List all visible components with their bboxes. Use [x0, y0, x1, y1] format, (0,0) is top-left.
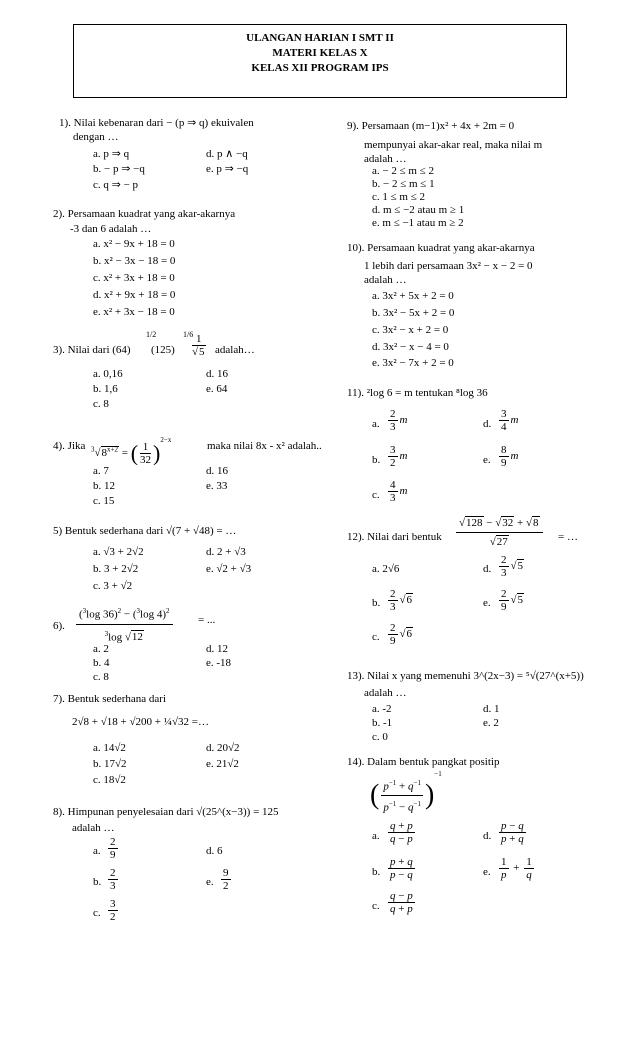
q13-option-c: c. 0: [372, 731, 388, 743]
q8-option-b: b.: [93, 876, 102, 888]
question-2-stem: 2). Persamaan kuadrat yang akar-akarnya: [53, 208, 236, 220]
q14-option-b: b.: [372, 866, 381, 878]
q8-option-e: e.: [206, 876, 214, 888]
q14-expression: ( $\frac{p^{-1} + q^{-1}}{p^{-1} - q^{-1}}$ )$^{-1}$: [370, 770, 442, 814]
q14-option-c: c.: [372, 900, 380, 912]
q1-option-d: d. p ∧ −q: [206, 148, 248, 160]
q14-option-e: e.: [483, 866, 491, 878]
q10-option-c: c. 3x² − x + 2 = 0: [372, 324, 449, 336]
question-12-post: = …: [558, 531, 578, 543]
question-5-stem: 5) Bentuk sederhana dari √(7 + √48) = …: [53, 525, 237, 537]
q7-option-d: d. 20√2: [206, 742, 240, 754]
question-3-post: adalah…: [215, 344, 255, 356]
header-subtitle: MATERI KELAS X: [272, 47, 368, 59]
q6-option-e: e. -18: [206, 657, 232, 669]
q12-option-a: a. 2√6: [372, 563, 400, 575]
question-10-stem-3: adalah …: [364, 274, 407, 286]
q2-option-e: e. x² + 3x − 18 = 0: [93, 306, 175, 318]
q12-option-e: e.: [483, 597, 491, 609]
q10-option-e: e. 3x² − 7x + 2 = 0: [372, 357, 454, 369]
q11-option-c: c.: [372, 489, 380, 501]
q6-option-a: a. 2: [93, 643, 109, 655]
q8-option-a: a.: [93, 845, 101, 857]
q3-exponent-1: 1/2: [146, 330, 157, 339]
q1-option-e: e. p ⇒ −q: [206, 163, 249, 175]
q6-option-c: c. 8: [93, 671, 109, 683]
q2-option-d: d. x² + 9x + 18 = 0: [93, 289, 176, 301]
q4-option-e: e. 33: [206, 480, 228, 492]
question-1-stem: 1). Nilai kebenaran dari − (p ⇒ q) ekuivalen: [59, 117, 254, 129]
q3-option-a: a. 0,16: [93, 368, 123, 380]
q3-option-b: b. 1,6: [93, 383, 118, 395]
q9-option-a: a. − 2 ≤ m ≤ 2: [372, 165, 434, 177]
q5-option-b: b. 3 + 2√2: [93, 563, 139, 575]
q2-option-b: b. x² − 3x − 18 = 0: [93, 255, 176, 267]
question-8-stem: 8). Himpunan penyelesaian dari √(25^(x−3)) = 125: [53, 806, 279, 818]
question-14-stem: 14). Dalam bentuk pangkat positip: [347, 756, 500, 768]
question-13-stem: 13). Nilai x yang memenuhi 3^(2x−3) = ⁵√(27^(x+5)): [347, 670, 584, 682]
q3-mid: (125): [151, 344, 175, 356]
q9-option-e: e. m ≤ −1 atau m ≥ 2: [372, 217, 464, 229]
q7-option-b: b. 17√2: [93, 758, 127, 770]
q3-option-c: c. 8: [93, 398, 109, 410]
q13-option-e: e. 2: [483, 717, 499, 729]
q5-option-d: d. 2 + √3: [206, 546, 246, 558]
q14-option-d: d.: [483, 830, 492, 842]
question-7-stem: 7). Bentuk sederhana dari: [53, 693, 167, 705]
q6-option-d: d. 12: [206, 643, 228, 655]
q7-option-c: c. 18√2: [93, 774, 126, 786]
q7-expression: 2√8 + √18 + √200 + ¼√32 =…: [72, 716, 209, 728]
question-13-stem-2: adalah …: [364, 687, 407, 699]
q5-option-e: e. √2 + √3: [206, 563, 252, 575]
q11-option-d: d.: [483, 418, 492, 430]
q9-option-b: b. − 2 ≤ m ≤ 1: [372, 178, 435, 190]
q7-option-a: a. 14√2: [93, 742, 126, 754]
q7-option-e: e. 21√2: [206, 758, 239, 770]
exam-header: [73, 24, 567, 98]
q13-option-a: a. -2: [372, 703, 392, 715]
q4-option-c: c. 15: [93, 495, 115, 507]
q4-option-d: d. 16: [206, 465, 228, 477]
question-6-stem-pre: 6).: [53, 620, 65, 632]
q10-option-d: d. 3x² − x − 4 = 0: [372, 341, 449, 353]
q4-option-a: a. 7: [93, 465, 109, 477]
question-10-stem: 10). Persamaan kuadrat yang akar-akarnya: [347, 242, 535, 254]
q5-option-c: c. 3 + √2: [93, 580, 133, 592]
q2-option-a: a. x² − 9x + 18 = 0: [93, 238, 175, 250]
q4-option-b: b. 12: [93, 480, 115, 492]
q12-option-c: c.: [372, 631, 380, 643]
q11-option-e: e.: [483, 454, 491, 466]
q11-option-a: a.: [372, 418, 380, 430]
q9-option-c: c. 1 ≤ m ≤ 2: [372, 191, 426, 203]
question-10-stem-2: 1 lebih dari persamaan 3x² − x − 2 = 0: [364, 260, 533, 272]
question-9-stem-3: adalah …: [364, 153, 407, 165]
question-2-stem-2: -3 dan 6 adalah …: [70, 223, 152, 235]
q12-fraction: √128 − √32 + √8 √27: [456, 514, 543, 551]
question-11-stem: 11). ²log 6 = m tentukan ⁸log 36: [347, 387, 488, 399]
q11-option-b: b.: [372, 454, 381, 466]
q13-option-d: d. 1: [483, 703, 500, 715]
q10-option-b: b. 3x² − 5x + 2 = 0: [372, 307, 455, 319]
q13-option-b: b. -1: [372, 717, 393, 729]
q3-exponent-2: 1/6: [183, 330, 194, 339]
q6-fraction: ($^3$log 36)$^2$ − ($^3$log 4)$^2$ $^3$log √12: [76, 602, 173, 646]
q9-option-d: d. m ≤ −2 atau m ≥ 1: [372, 204, 465, 216]
q6-option-b: b. 4: [93, 657, 110, 669]
question-1-stem-2: dengan …: [73, 131, 119, 143]
q8-option-d: d. 6: [206, 845, 223, 857]
header-class: KELAS XII PROGRAM IPS: [251, 62, 389, 74]
q4-root-expression: $^3√8^{x+2}$ = ( $\frac{1}{32}$ )$^{2-x}$: [91, 436, 172, 466]
q8-option-c: c.: [93, 907, 101, 919]
question-4-stem-pre: 4). Jika: [53, 440, 86, 452]
q1-option-c: c. q ⇒ − p: [93, 179, 139, 191]
q1-option-b: b. − p ⇒ −q: [93, 163, 145, 175]
q14-option-a: a.: [372, 830, 380, 842]
q2-option-c: c. x² + 3x + 18 = 0: [93, 272, 175, 284]
q5-option-a: a. √3 + 2√2: [93, 546, 144, 558]
header-title: ULANGAN HARIAN I SMT II: [246, 32, 394, 44]
question-9-stem: 9). Persamaan (m−1)x² + 4x + 2m = 0: [347, 120, 515, 132]
question-4-post: maka nilai 8x - x² adalah..: [207, 440, 322, 452]
question-9-stem-2: mempunyai akar-akar real, maka nilai m: [364, 139, 543, 151]
q10-option-a: a. 3x² + 5x + 2 = 0: [372, 290, 454, 302]
q12-option-b: b.: [372, 597, 381, 609]
q3-fraction: 1 √5: [192, 333, 205, 358]
question-8-stem-2: adalah …: [72, 822, 115, 834]
q12-option-d: d.: [483, 563, 492, 575]
q3-option-d: d. 16: [206, 368, 228, 380]
q1-option-a: a. p ⇒ q: [93, 148, 130, 160]
question-12-stem: 12). Nilai dari bentuk: [347, 531, 442, 543]
q3-option-e: e. 64: [206, 383, 228, 395]
question-3-stem-pre: 3). Nilai dari (64): [53, 344, 131, 356]
